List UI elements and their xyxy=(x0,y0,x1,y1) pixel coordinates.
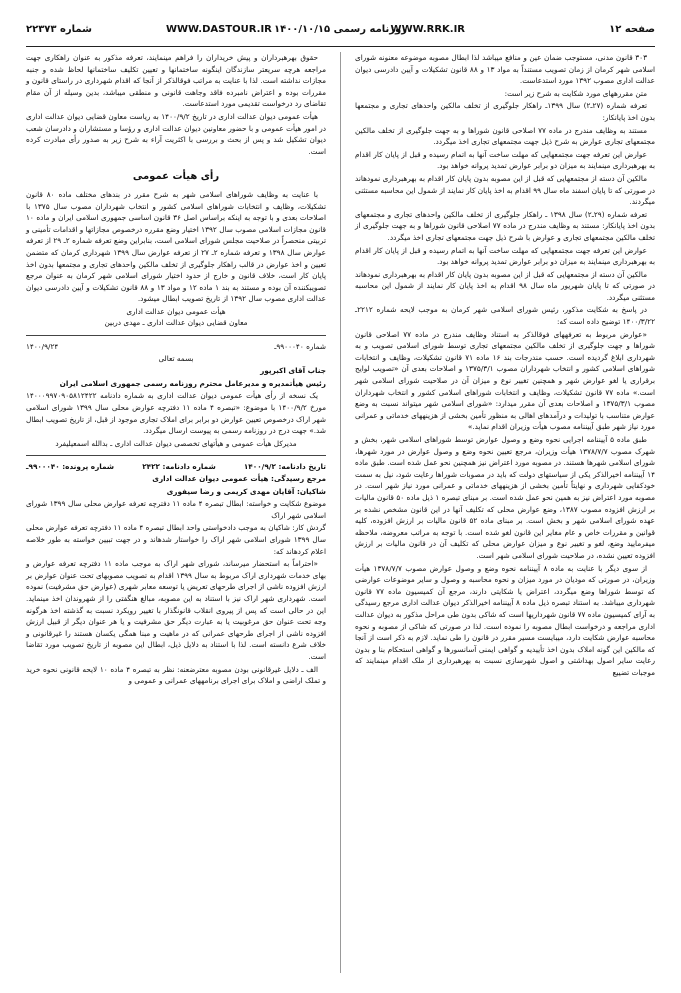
reference-body: مرجع رسیدگی: هیأت عمومی دیوان عدالت اداری xyxy=(152,474,326,483)
paragraph: تعرفه شماره (۲۹ـ۲) سال ۱۳۹۸ ـ راهکار جلوگیری از تخلف مالکین واحدهای تجاری و مجتمعهای بدون اخذ پایانکار: مستند به وظایف مندرج در ماده ۷۷ اصلاحی قانون شوراها و به جهت جلوگیری از تخلف مالکین مجتمعهای تجاری و عوارض با شرح ذیل جهت مجتمعهای تجاری اخذ میگردد. xyxy=(355,209,655,242)
complaint-text: «احتراماً به استحضار میرساند، شورای شهر اراک به موجب ماده ۱۱ دفترچه تعرفه عوارض و بهای خدمات شهرداری اراک مربوط به سال ۱۳۹۹ اقدام به تصویب مصوبهای تحت عنوان عوارض بر ارزش افزوده ناشی از اجرای طرحهای تعریض یا توسعه معابر شهری (عوارض حق مشرفیت) نموده است. شهرداری شهر اراک نیز با استناد به این مصوبه، مبالغ هنگفتی را از شهروندان اخذ مینماید. این در حالی است که پس از پیروی انقلاب قانونگذار با تغییر رویکرد نسبت به گذشته اخذ هرگونه وجه تحت عنوان حق مرغوبیت یا به عبارت دیگر حق مشرفیت و یا هر عنوان دیگر از قبیل ارزش افزوده ناشی از اجرای طرحهای عمرانی که در ماهیت و مبنا همگی یکسان هستند را غیرقانونی و خلاف شرع دانسته است. لذا با استناد به دلایل ذیل، ابطال این مصوبه از تاریخ تصویب مورد تقاضا است. xyxy=(26,559,326,661)
bismillah: بسمه تعالی xyxy=(158,353,194,363)
letter-body: یک نسخه از رأی هیأت عمومی دیوان عدالت اداری به شماره دادنامه ۱۴۰۰۰۹۹۷۰۹۰۵۸۱۲۴۲۲ مورخ ۱۴۰۰/۹/۲ با موضوع: «تبصره ۴ ماده ۱۱ دفترچه عوارض محلی سال ۱۳۹۹ شورای اسلامی شهر اراک درخصوص تعیین عوارض دو برابر برای املاک تجاری موجود از قبل، از تاریخ تصویب ابطال شد.» جهت درج در روزنامه رسمی به پیوست ارسال میگردد. xyxy=(26,391,326,436)
page-number: صفحه ۱۲ xyxy=(609,24,655,35)
ruling-text: با عنایت به وظایف شوراهای اسلامی شهر به شرح مقرر در بندهای مختلف ماده ۸۰ قانون تشکیلات، وظایف و انتخابات شوراهای اسلامی کشور و انتخاب شهرداران مصوب سال ۱۳۷۵ با اصلاحات بعدی و با توجه به اینکه براساس اصل ۳۶ قانون اساسی جمهوری اسلامی ایران و ماده ۱۰ قانون مجازات اسلامی مصوب سال ۱۳۹۲ اختیار وضع مقرره درخصوص مجازاتها و اقدامات تأمینی و تربیتی منحصراً در صلاحیت مجلس شورای اسلامی است، بنابراین وضع تعرفه شماره ۲ـ ۲۹ از تعرفه عوارض سال ۱۳۹۸ و تعرفه شماره ۲ـ ۲۷ از تعرفه عوارض سال ۱۳۹۹ شهرداری کرمان که متضمن تعیین و اخذ عوارض در قالب راهکار جلوگیری از تخلف مالکین واحدهای تجاری و مجتمعها بدون اخذ پایان کار است، خلاف قانون و خارج از حدود اختیار شورای اسلامی شهر کرمان به عنوان مرجع تصویبکننده آن بوده و مستند به بند ۱ ماده ۱۲ و مواد ۱۳ و ۸۸ قانون تشکیلات و آیین دادرسی دیوان عدالت اداری مصوب سال ۱۳۹۲ از تاریخ تصویب ابطال میشود. xyxy=(26,189,327,304)
right-column xyxy=(355,52,655,679)
paragraph: مالکین آن دسته از مجتمعهایی که قبل از این مصوبه بدون پایان کار اقدام به بهرهبرداری نمودهاند در صورتی که تا پایان اسفند ماه سال ۹۹ اقدام به اخذ پایان کار نمایند از شمول این محاسبه مستثنی میگردند. xyxy=(355,173,655,207)
paragraph: تعرفه شماره (۲۷ـ۲) سال ۱۳۹۹ـ راهکار جلوگیری از تخلف مالکین واحدهای تجاری و مجتمعها بدون اخذ پایانکار: xyxy=(355,101,655,122)
column-divider xyxy=(340,52,341,973)
paragraph: حقوق بهرهبرداران و پیش خریداران را فراهم مینمایند، تعرفه مذکور به عنوان راهکاری جهت مراجعه هرچه سریعتر سازندگان اینگونه ساختمانها و تعیین تکلیف ساختمانها لحاظ شده و جنبه مجازات نداشته است. لذا با عنایت به مراتب فوقالذکر از آنجا که اقدام شهرداری در راستای قانون و مقررات بوده و اعتراض نامبرده فاقد وجاهت قانونی و منطقی میباشد، بدین وسیله از آن مقام تقاضای رد درخواست تقدیمی مورد استدعاست. xyxy=(26,53,326,109)
verdict-meta-row xyxy=(26,461,326,473)
paragraph: متن مقررههای مورد شکایت به شرح زیر است: xyxy=(504,88,647,98)
letter-date: ۱۴۰۰/۹/۲۴ xyxy=(26,342,59,352)
subject: موضوع شکایت و خواسته: ابطال تبصره ۴ ماده ۱۱ دفترچه تعرفه عوارض محلی سال ۱۳۹۹ شورای اسلامی شهر اراک xyxy=(26,499,326,520)
signature-deputy: معاون قضایی دیوان عدالت اداری ـ مهدی دربین xyxy=(104,318,248,328)
issue-number: شماره ۲۲۳۷۳ xyxy=(26,24,92,35)
paragraph: عوارض این تعرفه جهت مجتمعهایی که مهلت ساخت آنها به اتمام رسیده و قبل از پایان کار اقدام به بهرهبرداری مینمایند به میزان دو برابر عوارض تمدید پروانه خواهد بود. xyxy=(355,149,655,171)
section-divider xyxy=(26,455,326,456)
paragraph: هیأت عمومی دیوان عدالت اداری در تاریخ ۱۴۰۰/۹/۲ به ریاست معاون قضایی دیوان عدالت اداری در امور هیأت عمومی و با حضور معاونین دیوان عدالت اداری و رؤسا و مستشاران و دادرسان شعب دیوان تشکیل شد و پس از بحث و بررسی با اکثریت آراء به شرح زیر به صدور رأی مبادرت کرده است. xyxy=(26,111,326,156)
letter-number: شماره ۹۹۰۰۰۴۰ـ xyxy=(274,342,326,352)
reasons-text: الف ـ دلایل غیرقانونی بودن مصوبه معترضعنه: نظر به تبصره ۴ ماده ۱۰ لایحه قانونی نحوه خرید و تملک اراضی و املاک برای اجرای برنامههای عمرانی و عمومی و xyxy=(26,664,326,686)
paragraph: مستند به وظایف مندرج در ماده ۷۷ اصلاحی قانون شوراها و به جهت جلوگیری از تخلف مالکین مجتمعهای تجاری عوارض به شرح ذیل جهت مجتمعهای تجاری اخذ میگردد. xyxy=(355,125,655,147)
paragraph: طبق ماده ۵ آییننامه اجرایی نحوه وضع و وصول عوارض توسط شوراهای اسلامی شهر، بخش و شهرک مصوب ۱۳۷۸/۷/۷ هیأت وزیران، مرجع تعیین نحوه وضع و وصول عوارض در مورد شهرها، شورای اسلامی شهرها هستند. در مصوبه مورد اعتراض نیز همچنین نحو عمل شده است. طبق ماده ۱۴ آییننامه اخیرالذکر یکی از سیاستهای دولت که باید در مصوبات شوراها رعایت شود، نیل به سمت خودکفایی شهرداری و نهایتاً تأمین بخشی از هزینههای خدماتی و عمرانی مورد نیاز شهر است. در مصوبه مورد اعتراض نیز به همین نحو عمل شده است. بر مبنای تبصره ۱ ذیل ماده ۵۰ قانون مالیات بر ارزش افزوده مصوب ۱۳۸۷، وضع عوارض محلی که تکلیف آنها در این قانون مشخص نشده بر عهده شورای اسلامی شهر و بخش است. بر مبنای ماده ۵۲ قانون مالیات بر ارزش افزوده، کلیه قوانین و مقررات خاص و عام مغایر این قانون لغو شده است. با توجه به مراتب معروضه، ملاحظه میفرمایید وضع، لغو و تغییر نوع و میزان عوارض محلی که تکلیف آن در قانون مالیات بر ارزش افزوده تعیین نشده، در صلاحیت شورای اسلامی شهر است. xyxy=(355,435,655,560)
page-header xyxy=(26,18,655,47)
left-column xyxy=(26,52,326,688)
ruling-title: رأی هیأت عمومی xyxy=(132,171,220,183)
recipient-name: جناب آقای اکبرپور xyxy=(260,366,326,376)
letter-ref-row xyxy=(26,341,326,353)
paragraph: از سوی دیگر با عنایت به ماده ۸ آییننامه نحوه وضع و وصول عوارض مصوب ۱۳۷۸/۷/۷ هیأت وزیران، در صورتی که مودیان در مورد میزان و نحوه محاسبه و وصول و سایر موضوعات عوارضی که توسط شوراها وضع میگردد، اعتراض یا شکایتی دارند، مرجع آن کمیسیون ماده ۷۷ قانون شهرداری میباشد. به استناد تبصره ذیل ماده ۸ آییننامه اخیرالذکر دیوان عدالت اداری مرجع رسیدگی به آرای کمیسیون ماده ۷۷ قانون شهرداریها است که شاکی بدون طی مراحل مذکور به دیوان عدالت اداری مراجعه و درخواست ابطال مصوبه را نموده است. لذا در صورتی که شاکی از مصوبه و نحوه محاسبه عوارض شکایت دارد، میبایست مسیر مقرر در قانون را طی نماید. لازم به ذکر است از آنجا که مالکین این گونه املاک بدون اخذ تأییدیه و گواهی ایمنی آسانسورها و گواهی استحکام بنا و بدون رعایت سایر اصول بهداشتی و اصول شهرسازی نسبت به بهرهبرداری از ملک اقدام مینمایند که موجبات تضییع xyxy=(355,563,655,677)
recipient-title: رئیس هیأتمدیره و مدیرعامل محترم روزنامه رسمی جمهوری اسلامی ایران xyxy=(59,378,326,388)
letter-signature: مدیرکل هیأت عمومی و هیأتهای تخصصی دیوان عدالت اداری ـ بدالله اسمعیلیفرد xyxy=(55,438,297,448)
process: گردش کار: شاکیان به موجب دادخواستی واحد ابطال تبصره ۴ ماده ۱۱ دفترچه تعرفه عوارض محلی سال ۱۳۹۹ شورای اسلامی شهر اراک را خواستار شدهاند و در جهت تبیین خواسته به طور خلاصه اعلام کردهاند که: xyxy=(26,523,326,556)
plaintiffs: شاکیان: آقایان مهدی کریمی و رضا سیفوری xyxy=(166,486,326,496)
file-number: شماره پرونده: ۹۹۰۰۰۴۰ـ xyxy=(26,462,115,472)
paragraph: «عوارض مربوط به تعرفههای فوقالذکر به استناد وظایف مندرج در ماده ۷۷ اصلاحی قانون شوراها و جهت جلوگیری از تخلف مالکین مجتمعهای تجاری توسط شورای اسلامی تصویب و به شهرداری ابلاغ گردیده است. حسب مندرجات بند ۱۶ ماده ۷۱ قانون تشکیلات، وظایف و انتخابات شوراهای اسلامی کشور و انتخاب شهرداران مصوب ۱۳۷۵/۳/۱ و اصلاحات بعدی آن «تصویب لوایح برقراری یا لغو عوارض شهر و همچنین تغییر نوع و میزان آن در صلاحیت شورای اسلامی شهر است.» ماده ۷۷ قانون تشکیلات، وظایف و انتخابات شوراهای اسلامی کشور و انتخاب شهرداران مصوب ۱۳۷۵/۳/۱ و اصلاحات بعدی آن مقرر میدارد: «شورای اسلامی شهر میتواند نسبت به وضع عوارض متناسب با تولیدات و درآمدهای اهالی به منظور تأمین بخشی از هزینههای خدماتی و عمرانی مورد نیاز شهر طبق آییننامه مصوب هیأت وزیران اقدام نماید.» xyxy=(355,329,656,432)
signature-board: هیأت عمومی دیوان عدالت اداری xyxy=(126,306,226,316)
paragraph: ۳۰۳ قانون مدنی، مستوجب ضمان عین و منافع میباشد لذا ابطال مصوبه موضوعه معنونه شورای اسلامی شهر کرمان از زمان تصویب مستنداً به مواد ۱۳ و ۸۸ قانون تشکیلات و آیین دادرسی دیوان عدالت اداری مصوب ۱۳۹۲ مورد استدعاست. xyxy=(355,53,655,86)
site-url-left[interactable]: WWW.DASTOUR.IR xyxy=(166,24,272,35)
verdict-number: شماره دادنامه: ۲۴۲۲ xyxy=(142,462,216,472)
site-url-right[interactable]: WWW.RRK.IR xyxy=(390,24,465,35)
paragraph: مالکین آن دسته از مجتمعهایی که قبل از این مصوبه بدون پایان کار اقدام به بهرهبرداری نمودهاند در صورتی که تا پایان شهریور ماه سال ۹۸ اقدام به اخذ پایان کار نمایند از شمول این محاسبه مستثنی میگردد. xyxy=(355,269,655,302)
verdict-date: تاریخ دادنامه: ۱۴۰۰/۹/۲ xyxy=(243,462,326,472)
paragraph: عوارض این تعرفه جهت مجتمعهایی که مهلت ساخت آنها به اتمام رسیده و قبل از پایان کار اقدام به بهرهبرداری مینمایند به میزان دو برابر عوارض تمدید پروانه خواهد بود. xyxy=(355,245,655,267)
newspaper-date: روزنامه رسمی ۱۴۰۰/۱۰/۱۵ xyxy=(273,24,408,35)
section-divider xyxy=(26,335,326,336)
paragraph: در پاسخ به شکایت مذکور، رئیس شورای اسلامی شهر کرمان به موجب لایحه شماره ۲۲۱۲ـ ۱۴۰۰/۳/۲۲ توضیح داده است که: xyxy=(355,305,655,327)
